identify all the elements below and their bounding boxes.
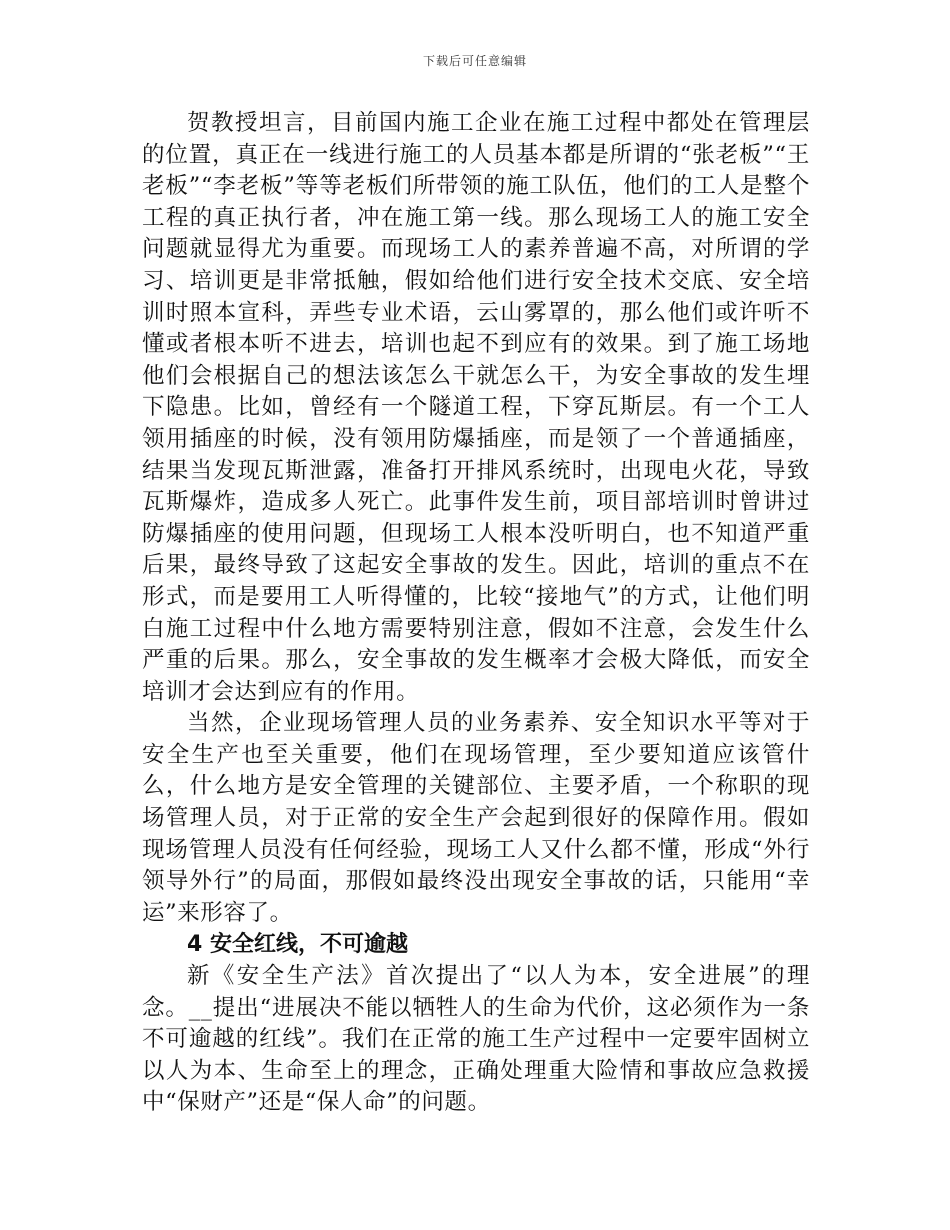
section-heading: 4 安全红线，不可逾越 <box>187 932 408 958</box>
document-body <box>142 108 810 1119</box>
paragraph-training: 贺教授坦言，目前国内施工企业在施工过程中都处在管理层的位置，真正在一线进行施工的人员基本都是所谓的“张老板”“王老板”“李老板”等等老板们所带领的施工队伍，他们的工人是整个工程的真正执行者，冲在施工第一线。那么现场工人的施工安全问题就显得尤为重要。而现场工人的素养普遍不高，对所谓的学习、培训更是非常抵触，假如给他们进行安全技术交底、安全培训时照本宣科，弄些专业术语，云山雾罩的，那么他们或许听不懂或者根本听不进去，培训也起不到应有的效果。到了施工场地他们会根据自己的想法该怎么干就怎么干，为安全事故的发生埋下隐患。比如，曾经有一个隧道工程，下穿瓦斯层。有一个工人领用插座的时候，没有领用防爆插座，而是领了一个普通插座，结果当发现瓦斯泄露，准备打开排风系统时，出现电火花，导致瓦斯爆炸，造成多人死亡。此事件发生前，项目部培训时曾讲过防爆插座的使用问题，但现场工人根本没听明白，也不知道严重后果，最终导致了这起安全事故的发生。因此，培训的重点不在形式，而是要用工人听得懂的，比较“接地气”的方式，让他们明白施工过程中什么地方需要特别注意，假如不注意，会发生什么严重的后果。那么，安全事故的发生概率才会极大降低，而安全培训才会达到应有的作用。 <box>142 110 810 705</box>
paragraph-management: 当然，企业现场管理人员的业务素养、安全知识水平等对于安全生产也至关重要，他们在现场管理，至少要知道应该管什么，什么地方是安全管理的关键部位、主要矛盾，一个称职的现场管理人员，对于正常的安全生产会起到很好的保障作用。假如现场管理人员没有任何经验，现场工人又什么都不懂，形成“外行领导外行”的局面，那假如最终没出现安全事故的话，只能用“幸运”来形容了。 <box>142 710 810 926</box>
paragraph-red-line: 新《安全生产法》首次提出了“以人为本，安全进展”的理念。__提出“进展决不能以牺牲人的生命为代价，这必须作为一条不可逾越的红线”。我们在正常的施工生产过程中一定要牢固树立以人为本、生命至上的理念，正确处理重大险情和事故应急救援中“保财产”还是“保人命”的问题。 <box>142 963 810 1116</box>
page-header: 下载后可任意编辑 <box>422 54 527 68</box>
